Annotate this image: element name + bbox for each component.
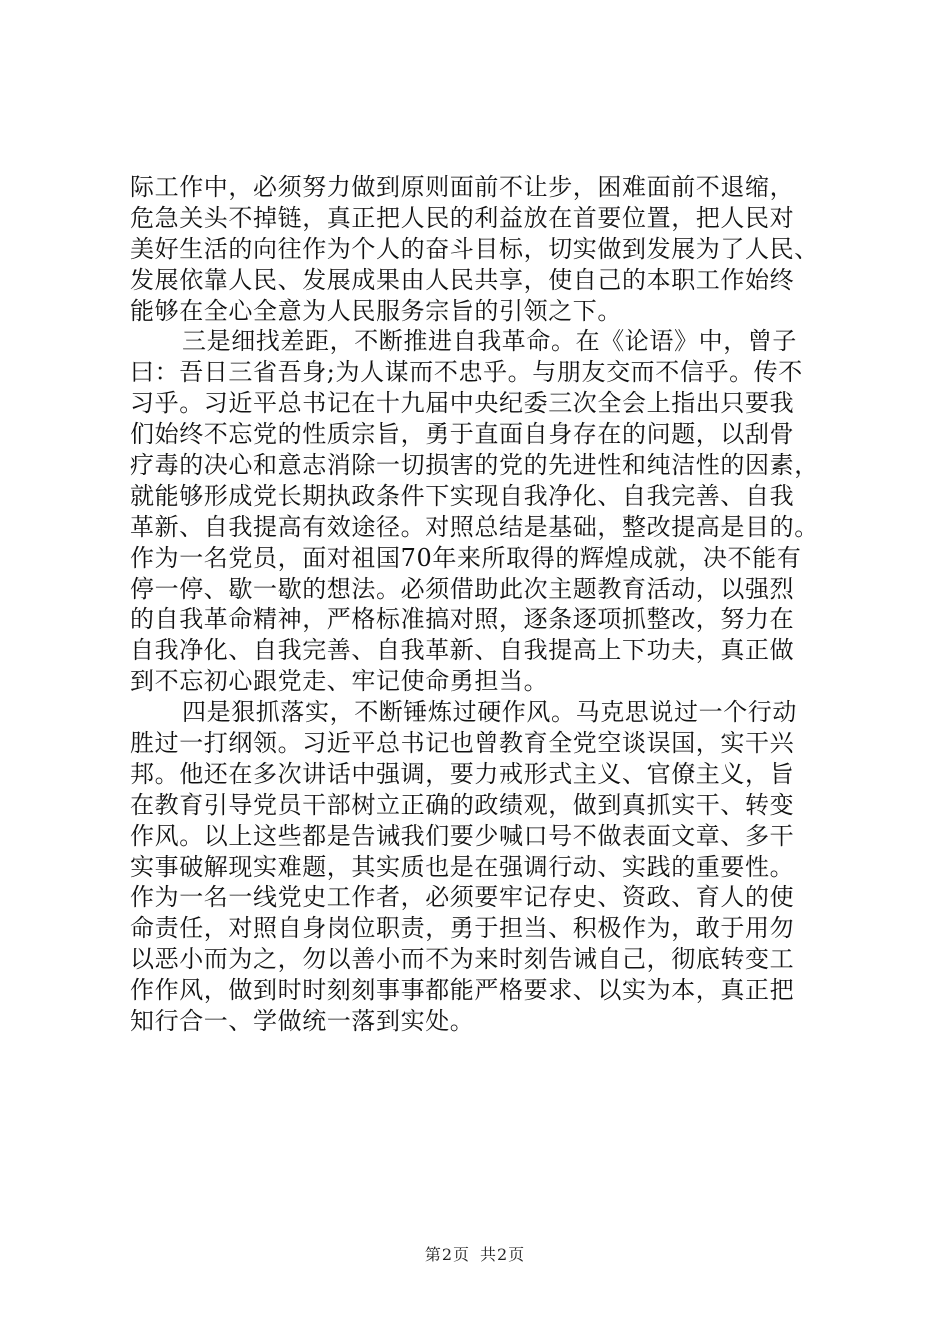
text-line-2: 危急关头不掉链，真正把人民的利益放在首要位置，把人民对 [130, 203, 795, 232]
text-line-27: 作作风，做到时时刻刻事事都能严格要求、以实为本，真正把 [130, 976, 795, 1005]
text-line-12: 革新、自我提高有效途径。对照总结是基础，整改提高是目的。 [130, 512, 819, 541]
text-line-5: 能够在全心全意为人民服务宗旨的引领之下。 [130, 296, 622, 325]
text-line-9: 们始终不忘党的性质宗旨，勇于直面自身存在的问题，以刮骨 [130, 420, 795, 449]
text-line-1: 际工作中，必须努力做到原则面前不让步，困难面前不退缩， [130, 173, 795, 201]
text-line-15: 的自我革命精神，严格标准搞对照，逐条逐项抓整改，努力在 [130, 605, 795, 634]
text-line-13: 作为一名党员，面对祖国70年来所取得的辉煌成就，决不能有 [130, 543, 802, 572]
text-line-26: 以恶小而为之，勿以善小而不为来时刻告诫自己，彻底转变工 [130, 945, 795, 974]
text-line-22: 作风。以上这些都是告诫我们要少喊口号不做表面文章、多干 [130, 821, 795, 850]
text-line-20: 邦。他还在多次讲话中强调，要力戒形式主义、官僚主义，旨 [130, 759, 795, 788]
text-line-17: 到不忘初心跟党走、牢记使命勇担当。 [130, 667, 549, 696]
text-line-16: 自我净化、自我完善、自我革新、自我提高上下功夫，真正做 [130, 636, 795, 665]
page-footer [0, 1244, 950, 1266]
text-line-11: 就能够形成党长期执政条件下实现自我净化、自我完善、自我 [130, 481, 795, 510]
paragraph-4-start: 四是狠抓落实，不断锤炼过硬作风。马克思说过一个行动 [182, 698, 797, 727]
text-line-7: 曰：吾日三省吾身;为人谋而不忠乎。与朋友交而不信乎。传不 [130, 358, 803, 387]
text-line-14: 停一停、歇一歇的想法。必须借助此次主题教育活动，以强烈 [130, 574, 795, 603]
text-line-24: 作为一名一线党史工作者，必须要牢记存史、资政、育人的使 [130, 883, 795, 912]
text-line-21: 在教育引导党员干部树立正确的政绩观，做到真抓实干、转变 [130, 790, 795, 819]
text-line-19: 胜过一打纲领。习近平总书记也曾教育全党空谈误国，实干兴 [130, 729, 795, 758]
document-body [130, 172, 830, 1037]
page-total: 共2页 [480, 1245, 526, 1264]
text-line-25: 命责任，对照自身岗位职责，勇于担当、积极作为，敢于用勿 [130, 914, 795, 943]
text-line-10: 疗毒的决心和意志消除一切损害的党的先进性和纯洁性的因素， [130, 451, 819, 480]
text-line-8: 习乎。习近平总书记在十九届中央纪委三次全会上指出只要我 [130, 389, 795, 418]
text-line-4: 发展依靠人民、发展成果由人民共享，使自己的本职工作始终 [130, 265, 795, 294]
text-line-28: 知行合一、学做统一落到实处。 [130, 1007, 475, 1036]
text-line-23: 实事破解现实难题，其实质也是在强调行动、实践的重要性。 [130, 852, 795, 881]
text-line-3: 美好生活的向往作为个人的奋斗目标，切实做到发展为了人民、 [130, 234, 819, 263]
page-number: 第2页 [424, 1245, 470, 1264]
paragraph-3-start: 三是细找差距，不断推进自我革命。在《论语》中，曾子 [182, 327, 797, 356]
